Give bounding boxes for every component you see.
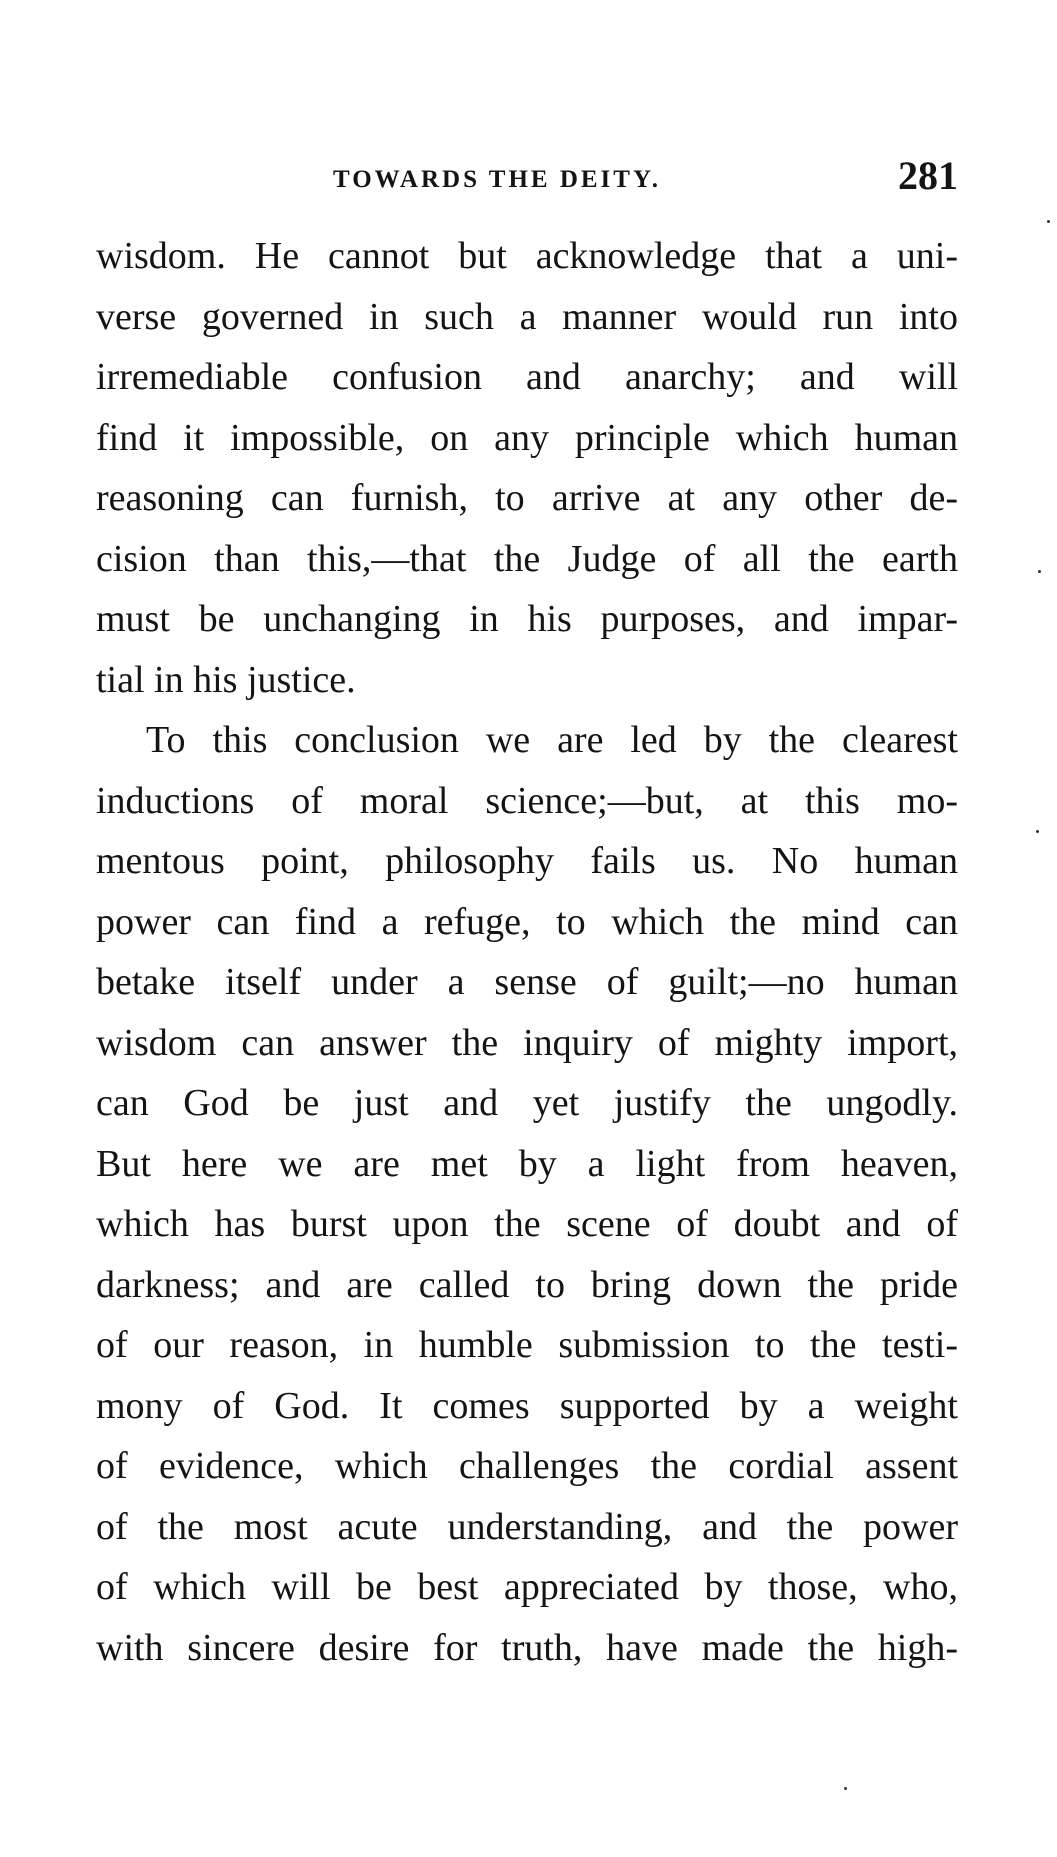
- body-text: [96, 226, 958, 1678]
- running-head: TOWARDS THE DEITY.: [333, 166, 661, 193]
- text-line: with sincere desire for truth, have made the high-: [96, 1626, 958, 1669]
- text-line: which has burst upon the scene of doubt and of: [96, 1203, 958, 1245]
- page-header: [96, 152, 958, 208]
- text-line: can God be just and yet justify the ungodly.: [96, 1082, 958, 1124]
- text-line: mentous point, philosophy fails us. No human: [96, 840, 958, 882]
- text-line: of the most acute understanding, and the power: [96, 1505, 958, 1548]
- paper-speck: [844, 1787, 847, 1790]
- paper-speck: [1038, 570, 1041, 573]
- text-line: of which will be best appreciated by those, who,: [96, 1566, 958, 1608]
- text-line: inductions of moral science;—but, at this mo-: [96, 779, 958, 822]
- text-line: betake itself under a sense of guilt;—no human: [96, 961, 958, 1003]
- paragraph-1: [96, 226, 958, 710]
- paper-speck: [1036, 830, 1039, 833]
- text-line: wisdom can answer the inquiry of mighty import,: [96, 1021, 958, 1064]
- page-number: 281: [898, 153, 958, 198]
- text-line: But here we are met by a light from heaven,: [96, 1142, 958, 1185]
- paragraph-2: [96, 710, 958, 1678]
- text-line: verse governed in such a manner would run into: [96, 295, 958, 338]
- text-line: power can find a refuge, to which the mind can: [96, 900, 958, 943]
- text-line: tial in his justice.: [96, 658, 356, 701]
- paper-speck: [1047, 220, 1050, 223]
- text-line: cision than this,—that the Judge of all the earth: [96, 537, 958, 580]
- text-line: reasoning can furnish, to arrive at any other de-: [96, 477, 958, 519]
- text-line: wisdom. He cannot but acknowledge that a uni-: [96, 235, 958, 277]
- text-line: mony of God. It comes supported by a weight: [96, 1384, 958, 1427]
- text-line: of evidence, which challenges the cordial assent: [96, 1445, 958, 1487]
- text-line: find it impossible, on any principle which human: [96, 416, 958, 459]
- text-line: must be unchanging in his purposes, and impar-: [96, 598, 958, 640]
- text-line: To this conclusion we are led by the clearest: [146, 719, 958, 761]
- text-line: darkness; and are called to bring down the pride: [96, 1263, 958, 1306]
- text-line: irremediable confusion and anarchy; and will: [96, 356, 958, 398]
- text-line: of our reason, in humble submission to the testi-: [96, 1324, 958, 1366]
